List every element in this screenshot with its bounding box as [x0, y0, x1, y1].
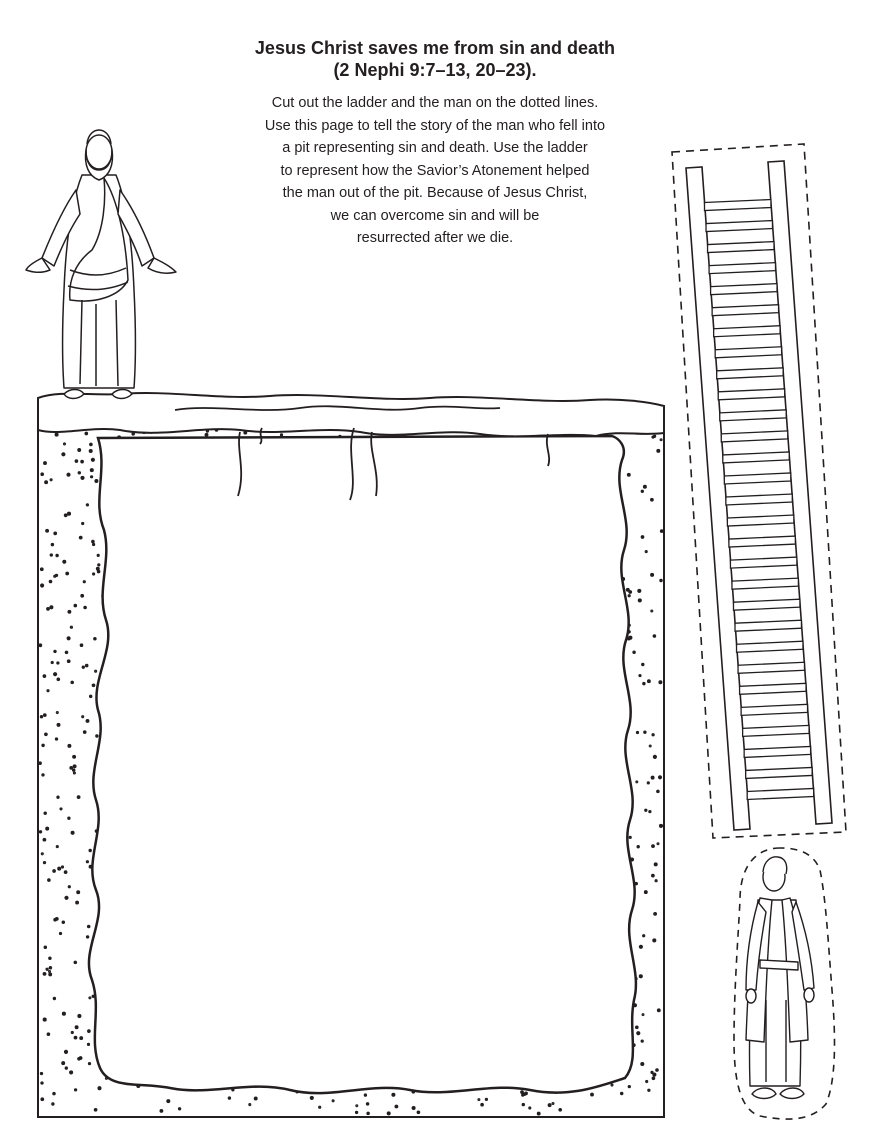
instructions-line: to represent how the Savior’s Atonement helped	[280, 162, 590, 179]
instructions-line: a pit representing sin and death. Use the ladder	[282, 140, 588, 156]
instructions-line: resurrected after we die.	[356, 230, 514, 246]
ladder-illustration	[686, 161, 832, 830]
instructions-paragraph	[200, 92, 670, 250]
pit-ledge	[38, 393, 664, 436]
pit-cavity	[89, 436, 636, 1093]
instructions-line: Use this page to tell the story of the man who fell into	[264, 117, 606, 134]
instructions-line: we can overcome sin and will be	[330, 207, 540, 224]
instructions-line: the man out of the pit. Because of Jesus Christ,	[282, 185, 588, 201]
pit-illustration	[38, 393, 664, 1117]
ladder-cutout	[672, 144, 846, 838]
page-title-line-1: Jesus Christ saves me from sin and death	[254, 38, 616, 58]
man-cutout	[734, 848, 834, 1119]
instructions-line: Cut out the ladder and the man on the dotted lines.	[271, 95, 599, 111]
jesus-christ-figure	[26, 130, 176, 399]
page-title-line-2: (2 Nephi 9:7–13, 20–23).	[333, 60, 537, 80]
